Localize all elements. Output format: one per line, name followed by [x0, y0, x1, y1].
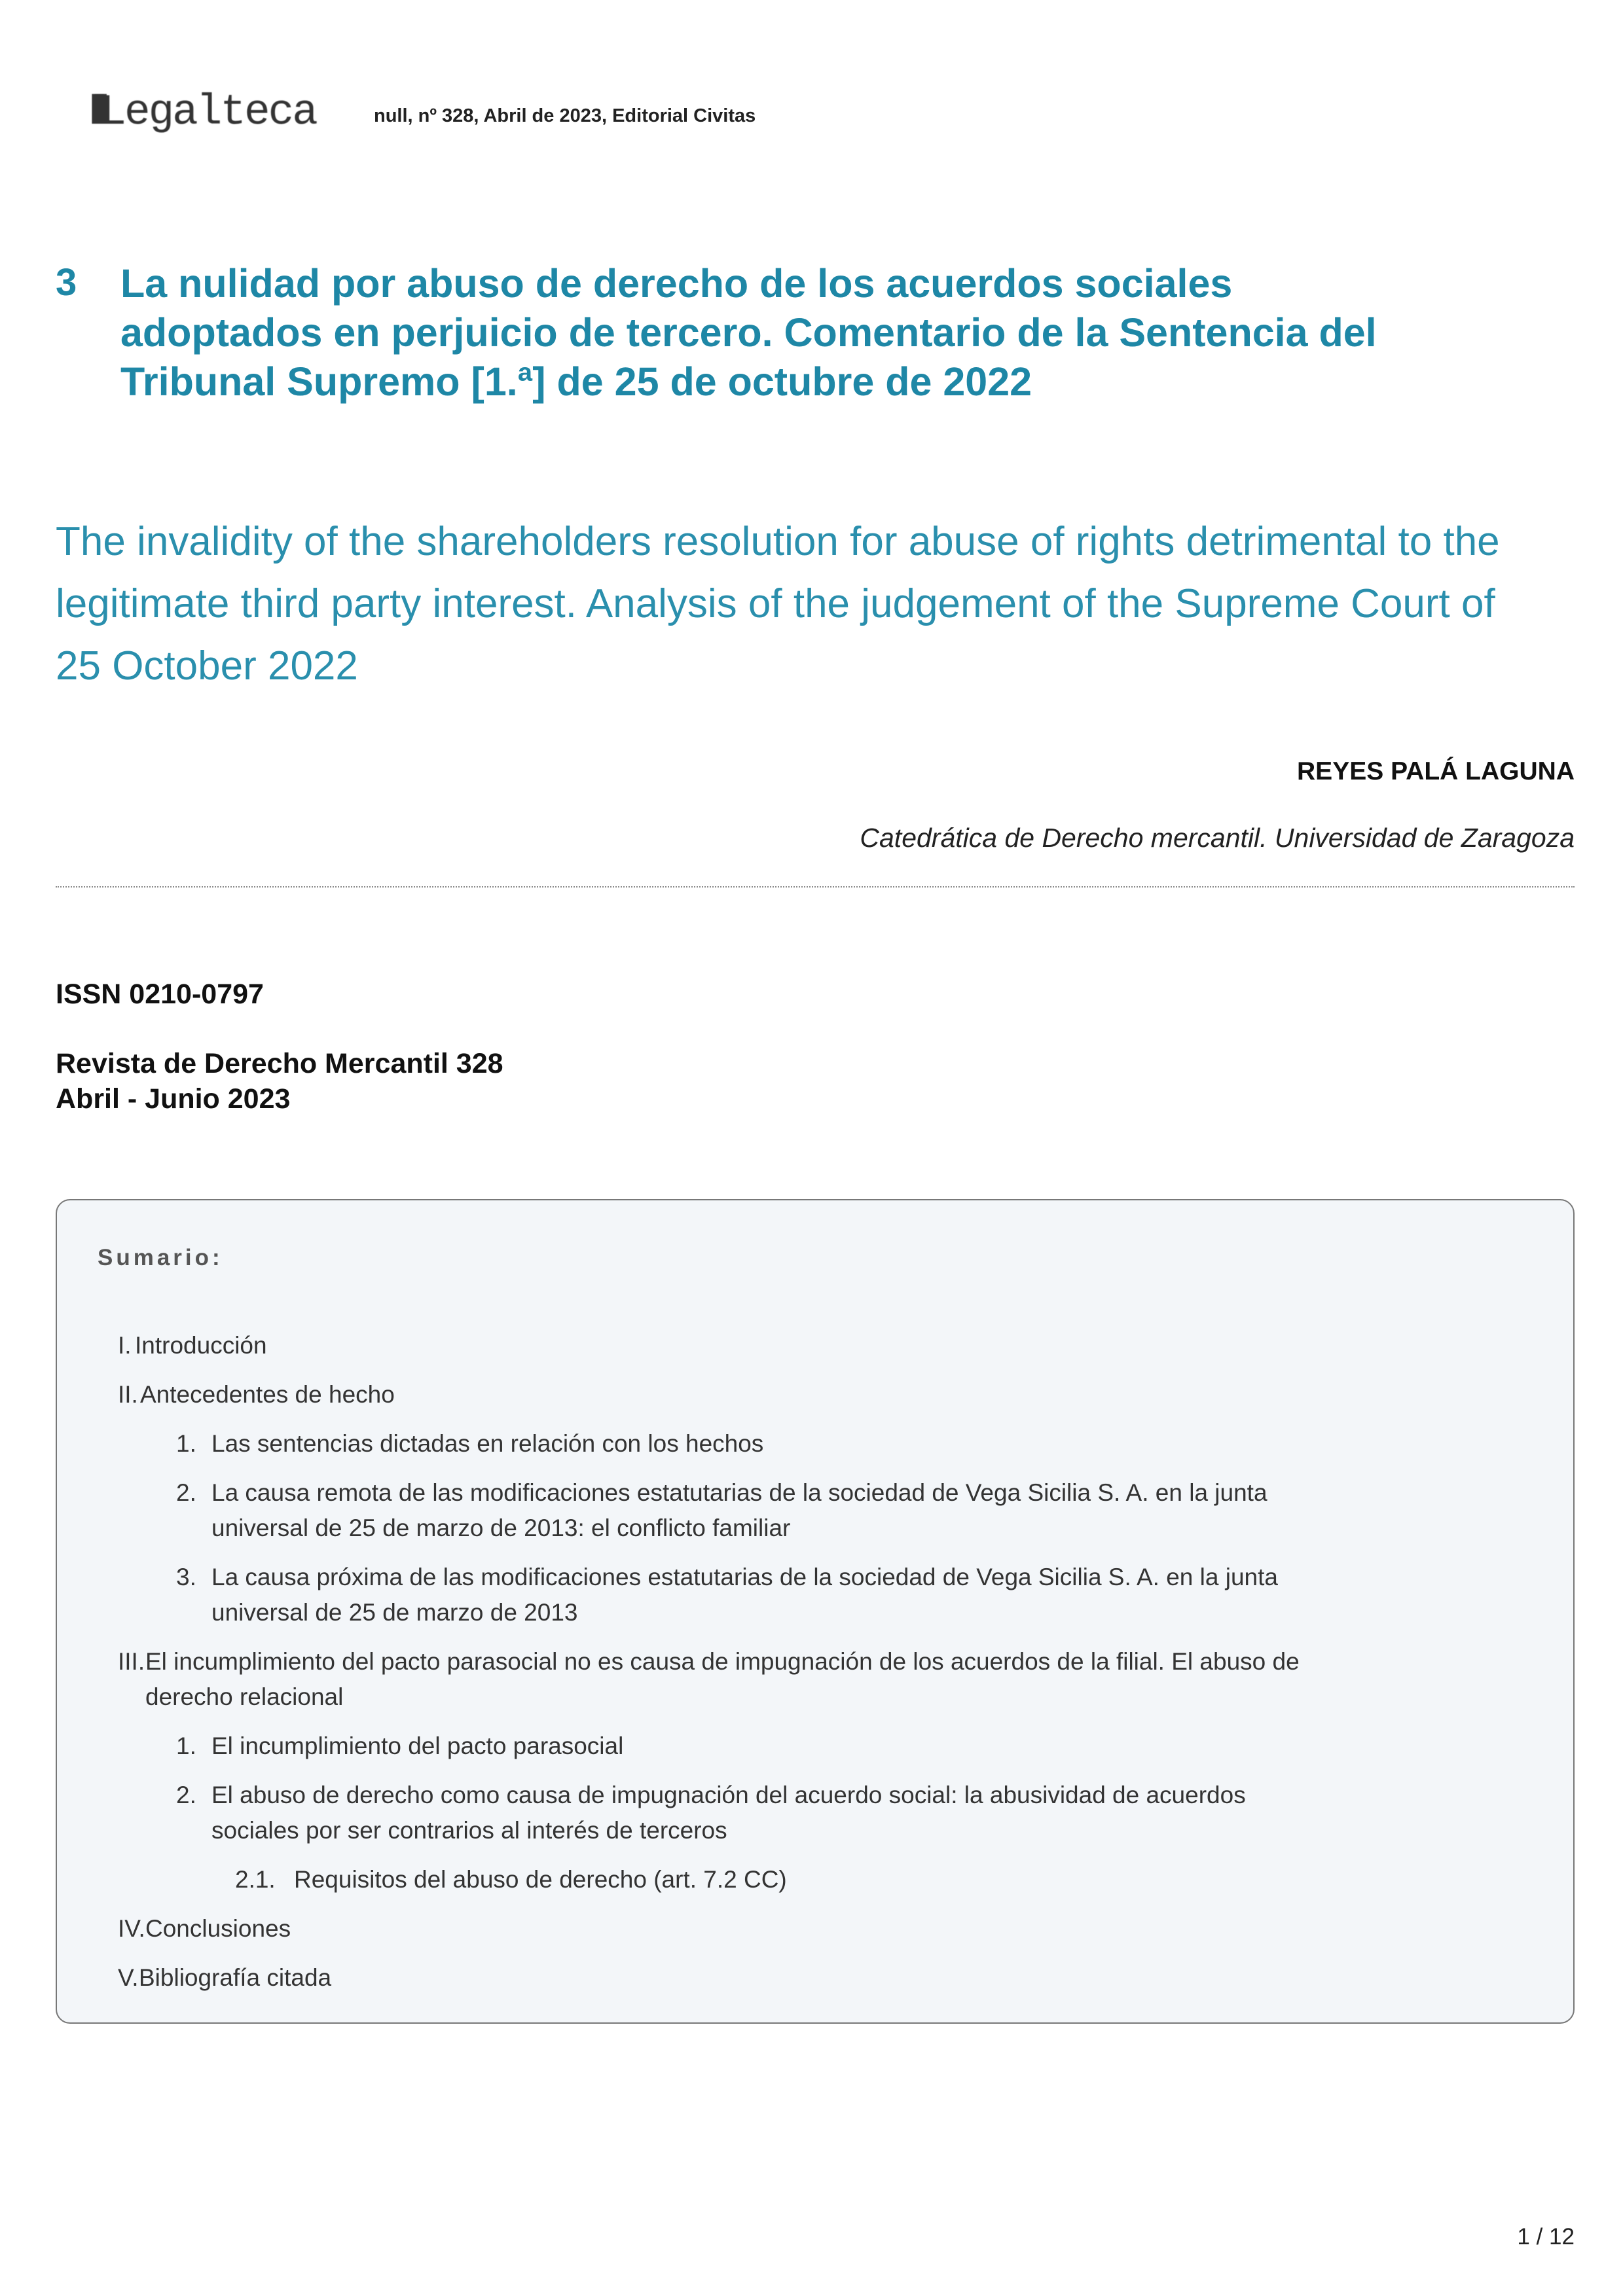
summary-item-text: Las sentencias dictadas en relación con los hechos — [211, 1430, 764, 1457]
journal-name: Revista de Derecho Mercantil 328 — [56, 1048, 503, 1079]
summary-item-text: La causa próxima de las modificaciones estatutarias de la sociedad de Vega Sicilia S. A. en la junta — [211, 1564, 1278, 1590]
journal-info — [56, 1046, 503, 1117]
article-number: 3 — [56, 261, 77, 304]
summary-item-text: Introducción — [135, 1332, 267, 1359]
title-line: Tribunal Supremo [1.ª] de 25 de octubre de 2022 — [120, 359, 1032, 404]
summary-item-text: universal de 25 de marzo de 2013 — [211, 1599, 578, 1626]
summary-item-text: Bibliografía citada — [139, 1964, 332, 1991]
summary-item-number: III. — [118, 1648, 145, 1675]
title-line: adoptados en perjuicio de tercero. Comentario de la Sentencia del — [120, 310, 1377, 355]
summary-item[interactable] — [235, 1862, 787, 1897]
summary-item-number: IV. — [118, 1915, 145, 1942]
summary-item-number: II. — [118, 1381, 138, 1408]
page-number: 1 / 12 — [1517, 2224, 1575, 2250]
logo-mark: IIII — [89, 84, 101, 133]
summary-item-number: 1. — [176, 1430, 196, 1457]
summary-item-number: I. — [118, 1332, 132, 1359]
legalteca-logo — [89, 84, 316, 137]
summary-item[interactable] — [118, 1377, 395, 1412]
author-name: REYES PALÁ LAGUNA — [1297, 757, 1575, 785]
summary-item[interactable] — [176, 1729, 624, 1764]
summary-item-text: El incumplimiento del pacto parasocial — [211, 1732, 624, 1759]
summary-item[interactable] — [118, 1960, 332, 1996]
summary-item-text: La causa remota de las modificaciones estatutarias de la sociedad de Vega Sicilia S. A. en la junta — [211, 1479, 1267, 1506]
summary-item-text: Antecedentes de hecho — [140, 1381, 395, 1408]
summary-item-number: 1. — [176, 1732, 196, 1759]
issn: ISSN 0210-0797 — [56, 978, 264, 1010]
article-subtitle — [56, 511, 1500, 697]
summary-item-text: derecho relacional — [145, 1683, 344, 1710]
title-line: La nulidad por abuso de derecho de los acuerdos sociales — [120, 261, 1233, 306]
summary-item-text: universal de 25 de marzo de 2013: el conflicto familiar — [211, 1515, 791, 1541]
summary-item[interactable] — [176, 1475, 1267, 1541]
summary-item-number: V. — [118, 1964, 139, 1991]
divider — [56, 886, 1575, 888]
summary-item[interactable] — [118, 1328, 267, 1363]
summary-item[interactable] — [118, 1911, 291, 1946]
citation-header: null, nº 328, Abril de 2023, Editorial Civitas — [374, 105, 756, 126]
summary-item[interactable] — [176, 1426, 764, 1462]
journal-period: Abril - Junio 2023 — [56, 1083, 291, 1115]
summary-item[interactable] — [176, 1778, 1246, 1844]
subtitle-line: 25 October 2022 — [56, 643, 358, 689]
summary-item[interactable] — [118, 1644, 1300, 1710]
author-affiliation: Catedrática de Derecho mercantil. Universidad de Zaragoza — [860, 823, 1575, 853]
logo-text: Legalteca — [100, 88, 316, 137]
subtitle-line: The invalidity of the shareholders resolution for abuse of rights detrimental to the — [56, 519, 1500, 564]
summary-item-text: Requisitos del abuso de derecho (art. 7.2 CC) — [294, 1866, 787, 1893]
summary-heading: Sumario: — [98, 1245, 223, 1270]
article-title — [120, 259, 1377, 406]
summary-item-text: El abuso de derecho como causa de impugnación del acuerdo social: la abusividad de acuerdos — [211, 1782, 1246, 1808]
summary-item-number: 2. — [176, 1479, 196, 1506]
summary-item-text: El incumplimiento del pacto parasocial no es causa de impugnación de los acuerdos de la filial. El abuso de — [145, 1648, 1300, 1675]
summary-item-number: 2. — [176, 1782, 196, 1808]
summary-box — [56, 1199, 1575, 2024]
summary-item[interactable] — [176, 1560, 1278, 1626]
subtitle-line: legitimate third party interest. Analysis of the judgement of the Supreme Court of — [56, 581, 1495, 626]
summary-item-text: Conclusiones — [145, 1915, 291, 1942]
summary-item-text: sociales por ser contrarios al interés de terceros — [211, 1817, 727, 1844]
summary-item-number: 2.1. — [235, 1866, 276, 1893]
summary-item-number: 3. — [176, 1564, 196, 1590]
